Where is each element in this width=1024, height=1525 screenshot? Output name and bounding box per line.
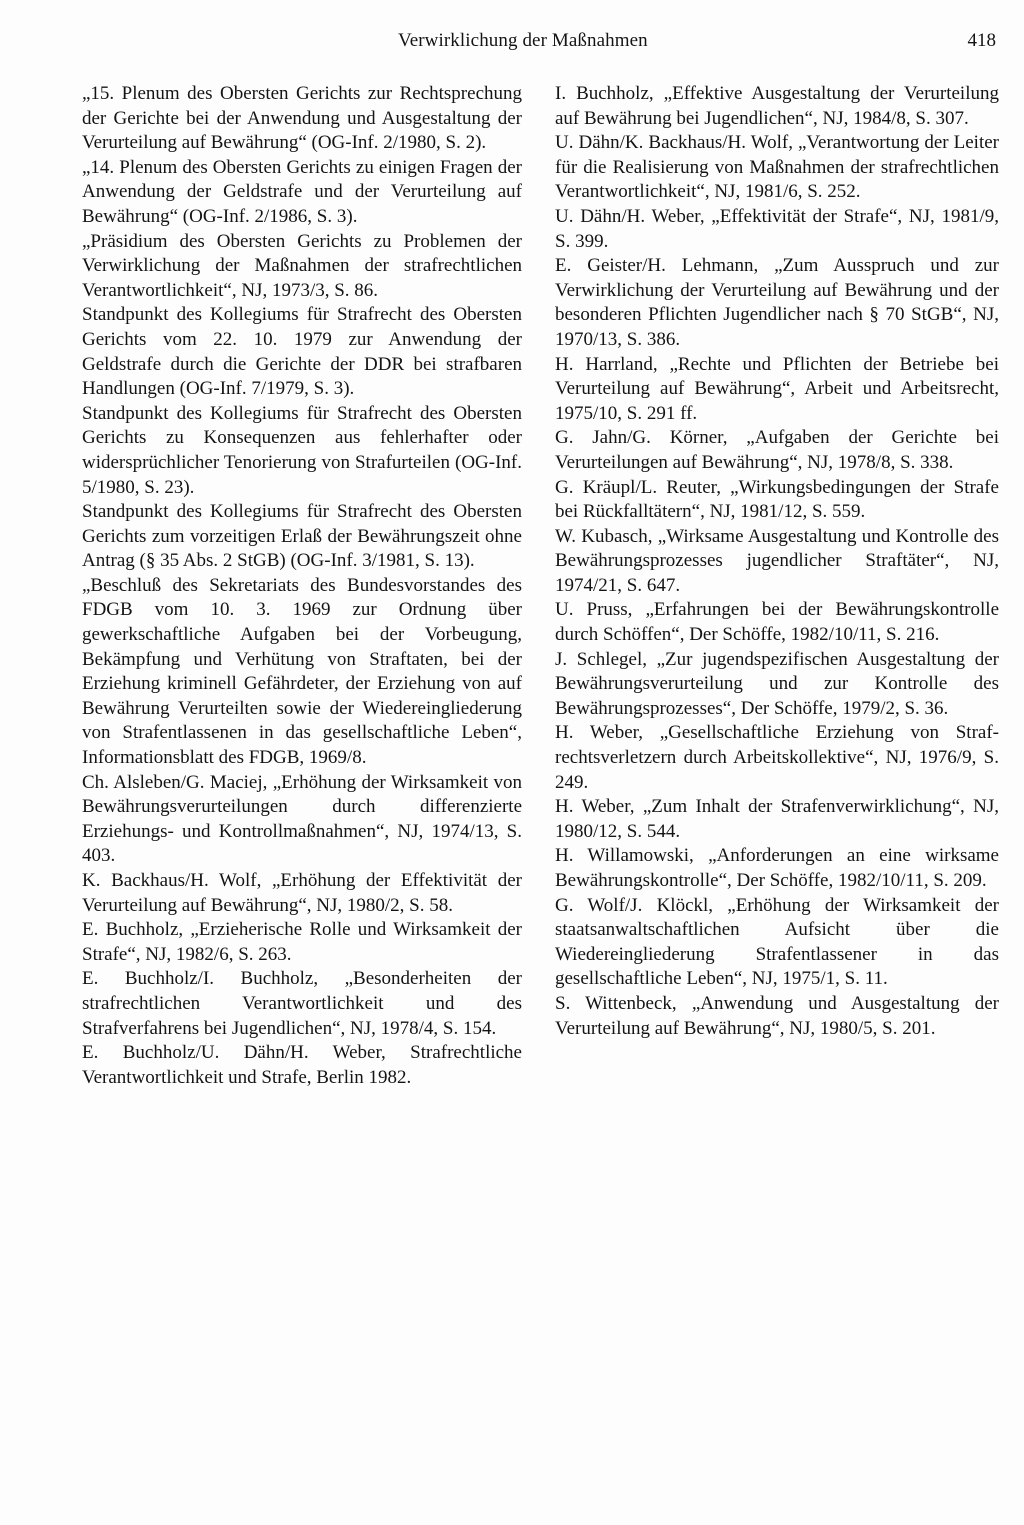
bibliography-entry: E. Buchholz/I. Buchholz, „Besonderheiten der strafrechtlichen Verantwortlichkeit und des Strafverfahrens bei Jugendlichen“, NJ, 1978/4, S. 154. bbox=[82, 968, 522, 1039]
bibliography-entry: Standpunkt des Kollegiums für Strafrecht des Obersten Gerichts vom 22. 10. 1979 zur Anwendung der Geldstrafe durch die Gerichte der DDR bei strafbaren Handlungen (OG-Inf. 7/1979, S. 3). bbox=[82, 304, 522, 400]
bibliography-entry: I. Buchholz, „Effektive Ausgestaltung der Verurteilung auf Bewährung bei Jugendlichen“, NJ, 1984/8, S. 307. bbox=[555, 83, 999, 129]
bibliography-entry: U. Dähn/K. Backhaus/H. Wolf, „Verantwortung der Leiter für die Realisierung von Maßnahmen der strafrechtlichen Verantwortlichkeit“, NJ, 1981/6, S. 252. bbox=[555, 132, 999, 203]
bibliography-entry: E. Geister/H. Lehmann, „Zum Ausspruch und zur Verwirklichung der Verurteilung auf Bewährung und der besonderen Pflichten Jugendlicher nach § 70 StGB“, NJ, 1970/13, S. 386. bbox=[555, 255, 999, 350]
bibliography-entry: K. Backhaus/H. Wolf, „Erhöhung der Effektivität der Verurteilung auf Bewährung“, NJ, 1980/2, S. 58. bbox=[82, 870, 522, 916]
bibliography-entry: Standpunkt des Kollegiums für Strafrecht des Obersten Gerichts zum vorzeitigen Erlaß der Bewährungszeit ohne Antrag (§ 35 Abs. 2 StGB) (OG-Inf. 3/1981, S. 13). bbox=[82, 501, 522, 572]
bibliography-entry: J. Schlegel, „Zur jugendspezifischen Ausgestaltung der Bewährungsverurteilung und zur Kontrolle des Bewährungsprozesses“, Der Schöffe, 1979/2, S. 36. bbox=[555, 648, 999, 719]
bibliography-entry: Standpunkt des Kollegiums für Strafrecht des Obersten Gerichts zu Konsequenzen aus fehlerhafter oder widersprüchlicher Tenorierung von Strafurteilen (OG-Inf. 5/1980, S. 23). bbox=[82, 402, 522, 498]
bibliography-entry: U. Pruss, „Erfahrungen bei der Bewährungskontrolle durch Schöffen“, Der Schöffe, 1982/10/11, S. 216. bbox=[555, 599, 999, 646]
bibliography-entry: H. Weber, „Zum Inhalt der Strafenverwirklichung“, NJ, 1980/12, S. 544. bbox=[555, 796, 999, 842]
running-head: Verwirklichung der Maßnahmen bbox=[398, 30, 648, 51]
bibliography-entry: „Präsidium des Obersten Gerichts zu Problemen der Verwirklichung der Maßnahmen der strafrechtlichen Verantwortlichkeit“, NJ, 1973/3, S. 86. bbox=[82, 230, 522, 301]
bibliography-entry: G. Jahn/G. Körner, „Aufgaben der Gerichte bei Verurteilungen auf Bewährung“, NJ, 1978/8, S. 338. bbox=[555, 427, 999, 473]
bibliography-entry: „14. Plenum des Obersten Gerichts zu einigen Fragen der Anwendung der Geldstrafe und der Verurteilung auf Bewährung“ (OG-Inf. 2/1986, S. 3). bbox=[82, 156, 522, 227]
bibliography-entry: H. Willamowski, „Anforderungen an eine wirksame Bewährungskontrolle“, Der Schöffe, 1982/10/11, S. 209. bbox=[555, 845, 999, 891]
bibliography-entry: H. Weber, „Gesellschaftliche Erziehung von Straf-rechtsverletzern durch Arbeitskollektive“, NJ, 1976/9, S. 249. bbox=[555, 722, 999, 793]
bibliography-entry: U. Dähn/H. Weber, „Effektivität der Strafe“, NJ, 1981/9, S. 399. bbox=[555, 205, 999, 252]
bibliography-entry: H. Harrland, „Rechte und Pflichten der Betriebe bei Verurteilung auf Bewährung“, Arbeit und Arbeitsrecht, 1975/10, S. 291 ff. bbox=[555, 353, 999, 424]
bibliography-entry: „Beschluß des Sekretariats des Bundesvorstandes des FDGB vom 10. 3. 1969 zur Ordnung über gewerkschaftliche Aufgaben bei der Vorbeugung, Bekämpfung und Verhütung von Straftaten, bei der Erziehung kriminell Gefährdeter, der Erziehung von auf Bewährung Verurteilten sowie der Wiedereingliederung von Strafentlassenen in das gesellschaftliche Leben“, Informationsblatt des FDGB, 1969/8. bbox=[82, 574, 522, 769]
bibliography-column-left bbox=[82, 82, 522, 1090]
page-number: 418 bbox=[967, 30, 996, 51]
bibliography-entry: S. Wittenbeck, „Anwendung und Ausgestaltung der Verurteilung auf Bewährung“, NJ, 1980/5, S. 201. bbox=[555, 992, 999, 1039]
bibliography-entry: Ch. Alsleben/G. Maciej, „Erhöhung der Wirksamkeit von Bewährungsverurteilungen durch differenzierte Erziehungs- und Kontrollmaßnahmen“, NJ, 1974/13, S. 403. bbox=[82, 771, 522, 867]
bibliography-entry: E. Buchholz/U. Dähn/H. Weber, Strafrechtliche Verantwortlichkeit und Strafe, Berlin 1982. bbox=[82, 1042, 522, 1088]
bibliography-column-right bbox=[555, 82, 999, 1041]
bibliography-entry: G. Kräupl/L. Reuter, „Wirkungsbedingungen der Strafe bei Rückfalltätern“, NJ, 1981/12, S. 559. bbox=[555, 476, 999, 523]
bibliography-entry: W. Kubasch, „Wirksame Ausgestaltung und Kontrolle des Bewährungsprozesses jugendlicher Straftäter“, NJ, 1974/21, S. 647. bbox=[555, 525, 999, 596]
bibliography-entry: E. Buchholz, „Erzieherische Rolle und Wirksamkeit der Strafe“, NJ, 1982/6, S. 263. bbox=[82, 919, 522, 965]
bibliography-entry: „15. Plenum des Obersten Gerichts zur Rechtsprechung der Gerichte bei der Anwendung und Ausgestaltung der Verurteilung auf Bewährung“ (OG-Inf. 2/1980, S. 2). bbox=[82, 83, 522, 154]
bibliography-entry: G. Wolf/J. Klöckl, „Erhöhung der Wirksamkeit der staatsanwaltschaftlichen Aufsicht über die Wiedereingliederung Strafentlassener in das gesellschaftliche Leben“, NJ, 1975/1, S. 11. bbox=[555, 894, 999, 990]
